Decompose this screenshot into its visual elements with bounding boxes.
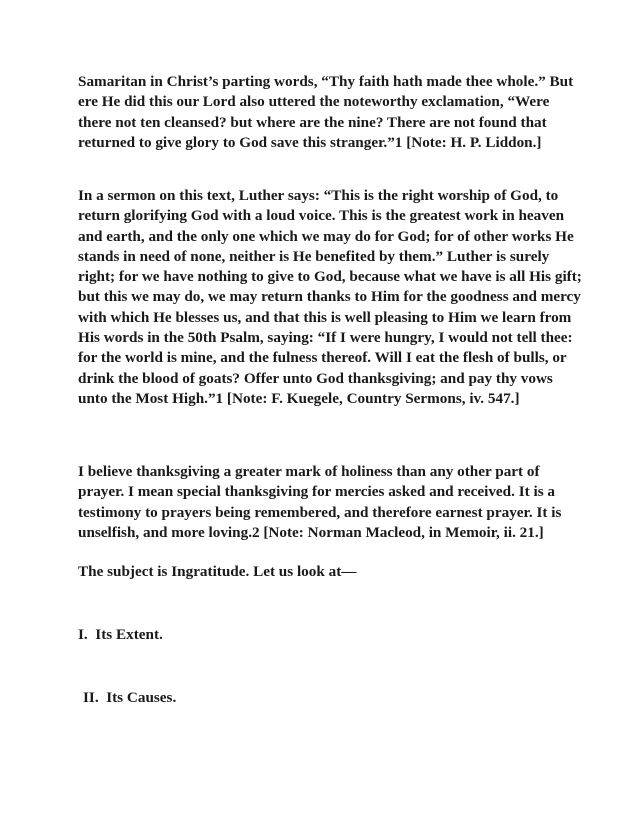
text-line: drink the blood of goats? Offer unto God thanksgiving; and pay thy vows [78,369,553,387]
text-line: right; for we have nothing to give to God, because what we have is all His gift; [78,268,582,286]
text-line: for the world is mine, and the fulness thereof. Will I eat the flesh of bulls, or [78,349,567,367]
text-line: return glorifying God with a loud voice. This is the greatest work in heaven [78,207,565,225]
text-line: I believe thanksgiving a greater mark of holiness than any other part of [78,463,540,480]
paragraph-luther-sermon [78,186,582,409]
paragraph-macleod-thanksgiving [78,462,578,543]
text-line: with which He blesses us, and that this is well pleasing to Him we learn from [78,308,572,326]
text-line: unto the Most High.”1 [Note: F. Kuegele, Country Sermons, iv. 547.] [78,389,520,407]
text-line: stands in need of none, neither is He benefited by them.” Luther is surely [78,247,550,265]
text-line: In a sermon on this text, Luther says: “This is the right worship of God, to [78,187,559,204]
text-line: and earth, and the only one which we may do for God; for of other works He [78,227,574,245]
outline-heading-extent [78,625,578,645]
paragraph-liddon-quote [78,72,578,153]
outline-heading-causes [83,688,583,708]
text-line: I. Its Extent. [78,626,163,643]
text-line: testimony to prayers being remembered, and therefore earnest prayer. It is [78,503,562,521]
text-line: unselfish, and more loving.2 [Note: Norman Macleod, in Memoir, ii. 21.] [78,523,544,541]
text-line: prayer. I mean special thanksgiving for mercies asked and received. It is a [78,483,555,501]
paragraph-subject-intro [78,562,578,582]
text-line: there not ten cleansed? but where are the nine? There are not found that [78,113,547,131]
text-line: His words in the 50th Psalm, saying: “If I were hungry, I would not tell thee: [78,329,573,347]
text-line: The subject is Ingratitude. Let us look at— [78,563,357,580]
text-line: ere He did this our Lord also uttered the noteworthy exclamation, “Were [78,93,550,111]
text-line: Samaritan in Christ’s parting words, “Thy faith hath made thee whole.” But [78,73,574,90]
text-line: but this we may do, we may return thanks to Him for the goodness and mercy [78,288,581,306]
text-line: II. Its Causes. [83,689,177,706]
text-line: returned to give glory to God save this stranger.”1 [Note: H. P. Liddon.] [78,133,542,151]
